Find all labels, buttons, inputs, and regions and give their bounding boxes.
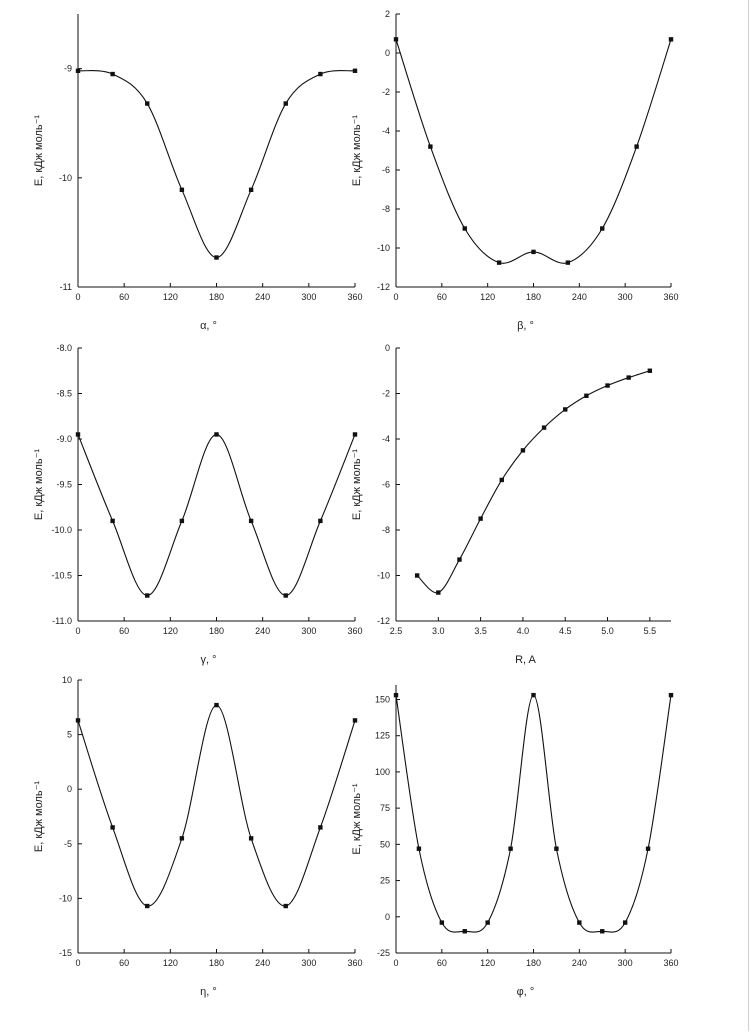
y-axis-title: E, кДж моль⁻¹ xyxy=(33,114,45,187)
y-axis-title: E, кДж моль⁻¹ xyxy=(33,448,45,521)
x-tick-label: 120 xyxy=(162,626,178,636)
y-tick-label: -12 xyxy=(376,616,390,626)
x-tick-label: 120 xyxy=(162,958,178,968)
y-tick-label: -12 xyxy=(376,282,390,292)
data-point xyxy=(563,407,567,411)
y-tick-label: -5 xyxy=(63,838,72,849)
data-point xyxy=(577,920,581,924)
data-point xyxy=(440,920,444,924)
y-axis-title: E, кДж моль⁻¹ xyxy=(351,114,363,187)
x-axis-title: φ, ° xyxy=(516,986,535,998)
y-tick-label: -9.5 xyxy=(56,479,72,490)
x-tick-label: 120 xyxy=(480,292,496,302)
y-axis-title: E, кДж моль⁻¹ xyxy=(351,783,363,855)
x-tick-label: 2.5 xyxy=(389,626,403,636)
y-tick-label: -6 xyxy=(381,479,390,490)
data-point xyxy=(214,432,218,436)
x-tick-label: 360 xyxy=(347,958,363,968)
data-point xyxy=(249,519,253,523)
data-point xyxy=(145,101,149,105)
y-tick-label: -11.0 xyxy=(52,616,72,626)
y-tick-label: -6 xyxy=(381,165,390,175)
data-point xyxy=(646,846,650,850)
y-tick-label: 25 xyxy=(379,875,390,886)
y-tick-label: -2 xyxy=(381,87,390,97)
x-tick-label: 240 xyxy=(255,626,271,636)
x-tick-label: 5.0 xyxy=(601,626,614,636)
series-line xyxy=(78,71,355,258)
data-point xyxy=(605,383,609,387)
x-tick-label: 360 xyxy=(663,958,679,968)
y-tick-label: -9.0 xyxy=(56,434,72,444)
y-tick-label: 0 xyxy=(384,48,390,58)
data-point xyxy=(353,718,357,722)
data-point xyxy=(180,188,184,192)
y-tick-label: 0 xyxy=(66,784,72,795)
series-line xyxy=(78,434,355,595)
data-point xyxy=(531,693,535,697)
data-point xyxy=(600,929,604,933)
y-tick-label: -8.5 xyxy=(56,388,72,399)
x-tick-label: 60 xyxy=(436,958,447,968)
data-point xyxy=(76,432,80,436)
x-tick-label: 60 xyxy=(119,626,130,636)
y-tick-label: -2 xyxy=(381,388,390,399)
x-tick-label: 300 xyxy=(301,292,317,302)
data-point xyxy=(318,519,322,523)
data-point xyxy=(669,693,673,697)
data-point xyxy=(648,369,652,373)
y-tick-label: 100 xyxy=(374,766,390,777)
series-line xyxy=(396,695,671,932)
data-point xyxy=(394,693,398,697)
data-point xyxy=(531,250,535,254)
data-point xyxy=(478,516,482,520)
data-point xyxy=(353,432,357,436)
data-point xyxy=(566,260,570,264)
data-point xyxy=(542,425,546,429)
x-tick-label: 5.5 xyxy=(643,626,657,636)
x-tick-label: 240 xyxy=(571,958,587,968)
y-tick-label: -8 xyxy=(381,525,390,535)
x-tick-label: 300 xyxy=(301,626,317,636)
x-tick-label: 300 xyxy=(617,958,633,968)
data-point xyxy=(214,703,218,707)
y-tick-label: 150 xyxy=(374,694,390,705)
y-tick-label: -4 xyxy=(381,434,390,444)
x-tick-label: 4.5 xyxy=(558,626,572,636)
data-point xyxy=(318,825,322,829)
x-tick-label: 0 xyxy=(393,292,399,302)
y-tick-label: -9 xyxy=(63,63,72,74)
y-tick-label: -10.0 xyxy=(51,525,72,535)
x-tick-label: 240 xyxy=(255,958,271,968)
y-tick-label: -8 xyxy=(381,204,390,214)
x-tick-label: 60 xyxy=(119,292,130,302)
y-tick-label: 75 xyxy=(379,803,390,814)
data-point xyxy=(284,904,288,908)
y-tick-label: 5 xyxy=(66,729,72,740)
data-point xyxy=(584,394,588,398)
x-axis-title: β, ° xyxy=(517,320,534,332)
data-point xyxy=(463,226,467,230)
y-tick-label: -10 xyxy=(58,893,72,904)
y-tick-label: 50 xyxy=(379,839,390,850)
x-tick-label: 300 xyxy=(301,958,317,968)
chart-panel-5 xyxy=(33,675,363,998)
x-axis-title: η, ° xyxy=(200,986,217,998)
y-tick-label: 125 xyxy=(374,730,390,741)
data-point xyxy=(508,846,512,850)
y-tick-label: 0 xyxy=(384,911,390,922)
data-point xyxy=(145,593,149,597)
data-point xyxy=(497,260,501,264)
data-point xyxy=(626,375,630,379)
data-point xyxy=(353,69,357,73)
data-point xyxy=(415,573,419,577)
x-tick-label: 60 xyxy=(119,958,130,968)
series-line xyxy=(78,705,355,906)
x-tick-label: 3.0 xyxy=(432,626,445,636)
data-point xyxy=(249,836,253,840)
x-tick-label: 360 xyxy=(347,626,363,636)
chart-panel-1 xyxy=(33,14,363,332)
x-tick-label: 360 xyxy=(347,292,363,302)
x-tick-label: 120 xyxy=(162,292,178,302)
data-point xyxy=(600,226,604,230)
x-tick-label: 0 xyxy=(393,958,399,968)
data-point xyxy=(214,255,218,259)
data-point xyxy=(318,72,322,76)
x-tick-label: 300 xyxy=(617,292,633,302)
data-point xyxy=(76,718,80,722)
y-tick-label: -4 xyxy=(381,126,390,136)
data-point xyxy=(110,72,114,76)
data-point xyxy=(180,836,184,840)
x-tick-label: 0 xyxy=(75,626,81,636)
y-tick-label: -8.0 xyxy=(56,343,72,353)
chart-panel-2 xyxy=(351,9,679,332)
x-tick-label: 0 xyxy=(75,958,81,968)
data-point xyxy=(436,590,440,594)
data-point xyxy=(623,920,627,924)
data-point xyxy=(463,929,467,933)
data-point xyxy=(669,37,673,41)
x-tick-label: 180 xyxy=(525,958,542,968)
x-tick-label: 3.5 xyxy=(474,626,487,636)
data-point xyxy=(634,144,638,148)
data-point xyxy=(284,101,288,105)
data-point xyxy=(554,846,558,850)
data-point xyxy=(110,825,114,829)
y-tick-label: -10 xyxy=(376,243,390,253)
data-point xyxy=(500,478,504,482)
y-tick-label: -15 xyxy=(58,948,72,958)
y-tick-label: 10 xyxy=(61,675,72,685)
data-point xyxy=(457,557,461,561)
series-line xyxy=(417,371,650,593)
y-axis-title: E, кДж моль⁻¹ xyxy=(33,780,45,853)
data-point xyxy=(521,448,525,452)
data-point xyxy=(417,846,421,850)
x-tick-label: 180 xyxy=(208,626,225,636)
data-point xyxy=(110,519,114,523)
data-point xyxy=(284,593,288,597)
x-tick-label: 180 xyxy=(525,292,542,302)
chart-panel-6 xyxy=(351,685,679,998)
y-tick-label: 0 xyxy=(384,343,390,353)
data-point xyxy=(394,37,398,41)
x-tick-label: 180 xyxy=(208,958,225,968)
data-point xyxy=(145,904,149,908)
y-tick-label: -10 xyxy=(376,570,390,581)
x-tick-label: 0 xyxy=(75,292,81,302)
x-tick-label: 180 xyxy=(208,292,225,302)
x-axis-title: R, A xyxy=(515,654,536,666)
chart-panel-3 xyxy=(33,343,363,666)
data-point xyxy=(76,69,80,73)
data-point xyxy=(485,920,489,924)
data-point xyxy=(180,519,184,523)
chart-panel-4 xyxy=(351,343,671,666)
y-tick-label: -11 xyxy=(59,282,72,292)
y-tick-label: -10.5 xyxy=(51,570,72,581)
x-tick-label: 240 xyxy=(255,292,271,302)
x-tick-label: 360 xyxy=(663,292,679,302)
x-axis-title: α, ° xyxy=(200,320,217,332)
x-tick-label: 4.0 xyxy=(516,626,530,636)
x-tick-label: 120 xyxy=(480,958,496,968)
data-point xyxy=(428,144,432,148)
y-tick-label: 2 xyxy=(384,9,390,19)
x-axis-title: γ, ° xyxy=(200,654,217,666)
x-tick-label: 60 xyxy=(436,292,447,302)
y-tick-label: -10 xyxy=(58,172,72,183)
series-line xyxy=(396,39,671,263)
y-tick-label: -25 xyxy=(376,948,390,958)
page-edge-line xyxy=(748,0,749,1031)
y-axis-title: E, кДж моль⁻¹ xyxy=(351,448,363,521)
data-point xyxy=(249,188,253,192)
x-tick-label: 240 xyxy=(571,292,587,302)
